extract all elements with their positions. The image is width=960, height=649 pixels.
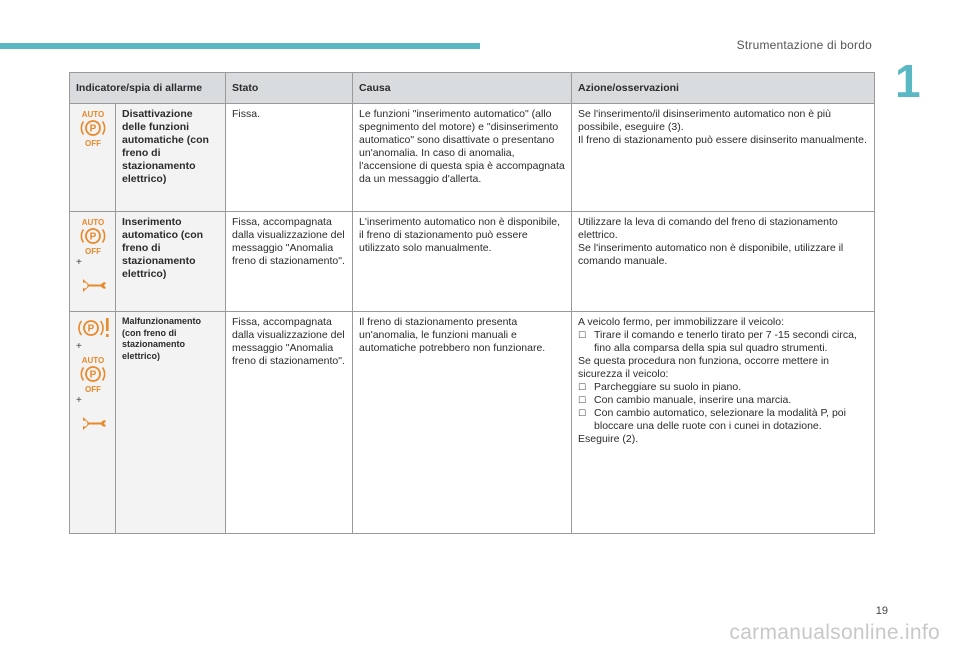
bullet-icon: ☐ (578, 408, 587, 418)
column-header-cause: Causa (353, 73, 572, 104)
cause-cell: Le funzioni "inserimento automatico" (allo spegnimento del motore) e "disinserimento automatico" sono disattivate o presentano un'anomalia. In caso di anomalia, l'accensione di questa spia è accompagnata da un messaggio d'allerta. (353, 104, 572, 212)
svg-text:P: P (89, 369, 96, 381)
bullet-icon: ☐ (578, 382, 587, 392)
plus-sign: + (76, 395, 82, 406)
svg-text:AUTO: AUTO (81, 356, 104, 365)
auto-p-off-icon (78, 354, 108, 394)
action-steps (578, 329, 868, 355)
page-number: 19 (875, 605, 888, 617)
top-accent-bar (0, 43, 480, 49)
table-header-row (70, 73, 875, 104)
svg-text:AUTO: AUTO (81, 110, 104, 119)
table-row (70, 312, 875, 534)
indicator-name: Disattivazione delle funzioni automatiche (con freno di stazionamento elettrico) (116, 104, 226, 212)
svg-text:OFF: OFF (84, 247, 101, 256)
state-cell: Fissa. (226, 104, 353, 212)
action-steps (578, 381, 868, 433)
column-header-state: Stato (226, 73, 353, 104)
table-row (70, 104, 875, 212)
wrench-icon (78, 413, 108, 433)
table-row (70, 212, 875, 312)
indicator-icons-cell (70, 104, 116, 212)
indicator-icons-cell (70, 312, 116, 534)
plus-sign: + (76, 341, 82, 352)
action-intro: A veicolo fermo, per immobilizzare il veicolo: (578, 316, 785, 328)
state-cell: Fissa, accompagnata dalla visualizzazione del messaggio "Anomalia freno di stazionamento". (226, 312, 353, 534)
action-end: Eseguire (2). (578, 433, 639, 445)
action-cell (572, 312, 875, 534)
svg-text:P: P (89, 231, 96, 243)
section-title: Strumentazione di bordo (736, 38, 872, 52)
plus-sign: + (76, 257, 82, 268)
watermark: carmanualsonline.info (729, 621, 940, 644)
list-item: ☐ Tirare il comando e tenerlo tirato per 7 -15 secondi circa, fino alla comparsa della spia sul quadro strumenti. (578, 329, 857, 354)
indicator-name: Inserimento automatico (con freno di stazionamento elettrico) (116, 212, 226, 312)
indicator-icons-cell (70, 212, 116, 312)
svg-text:P: P (89, 123, 96, 135)
auto-p-off-icon (78, 108, 108, 148)
list-item: ☐ Con cambio automatico, selezionare la modalità P, poi bloccare una delle ruote con i cunei in dotazione. (578, 407, 846, 432)
action-text: Se l'inserimento automatico non è disponibile, utilizzare il comando manuale. (578, 242, 844, 267)
wrench-icon (78, 275, 108, 295)
chapter-number: 1 (895, 55, 921, 107)
svg-text:OFF: OFF (84, 139, 101, 148)
p-warning-icon (76, 316, 112, 340)
state-cell: Fissa, accompagnata dalla visualizzazione del messaggio "Anomalia freno di stazionamento". (226, 212, 353, 312)
bullet-icon: ☐ (578, 395, 587, 405)
svg-text:P: P (87, 323, 95, 335)
list-item: ☐ Con cambio manuale, inserire una marcia. (578, 394, 792, 406)
action-text: Il freno di stazionamento può essere disinserito manualmente. (578, 134, 867, 146)
warning-lights-table (69, 72, 875, 534)
action-mid: Se questa procedura non funziona, occorre mettere in sicurezza il veicolo: (578, 355, 830, 380)
svg-text:AUTO: AUTO (81, 218, 104, 227)
action-text: Utilizzare la leva di comando del freno di stazionamento elettrico. (578, 216, 838, 241)
list-item: ☐ Parcheggiare su suolo in piano. (578, 381, 742, 393)
action-cell (572, 212, 875, 312)
indicator-name: Malfunzionamento (con freno di stazionamento elettrico) (116, 312, 226, 534)
action-text: Se l'inserimento/il disinserimento automatico non è più possibile, eseguire (3). (578, 108, 831, 133)
cause-cell: Il freno di stazionamento presenta un'anomalia, le funzioni manuali e automatiche potrebbero non funzionare. (353, 312, 572, 534)
column-header-indicator: Indicatore/spia di allarme (70, 73, 226, 104)
auto-p-off-icon (78, 216, 108, 256)
svg-text:OFF: OFF (84, 385, 101, 394)
cause-cell: L'inserimento automatico non è disponibile, il freno di stazionamento può essere utilizzato solo manualmente. (353, 212, 572, 312)
column-header-action: Azione/osservazioni (572, 73, 875, 104)
action-cell (572, 104, 875, 212)
bullet-icon: ☐ (578, 330, 587, 340)
